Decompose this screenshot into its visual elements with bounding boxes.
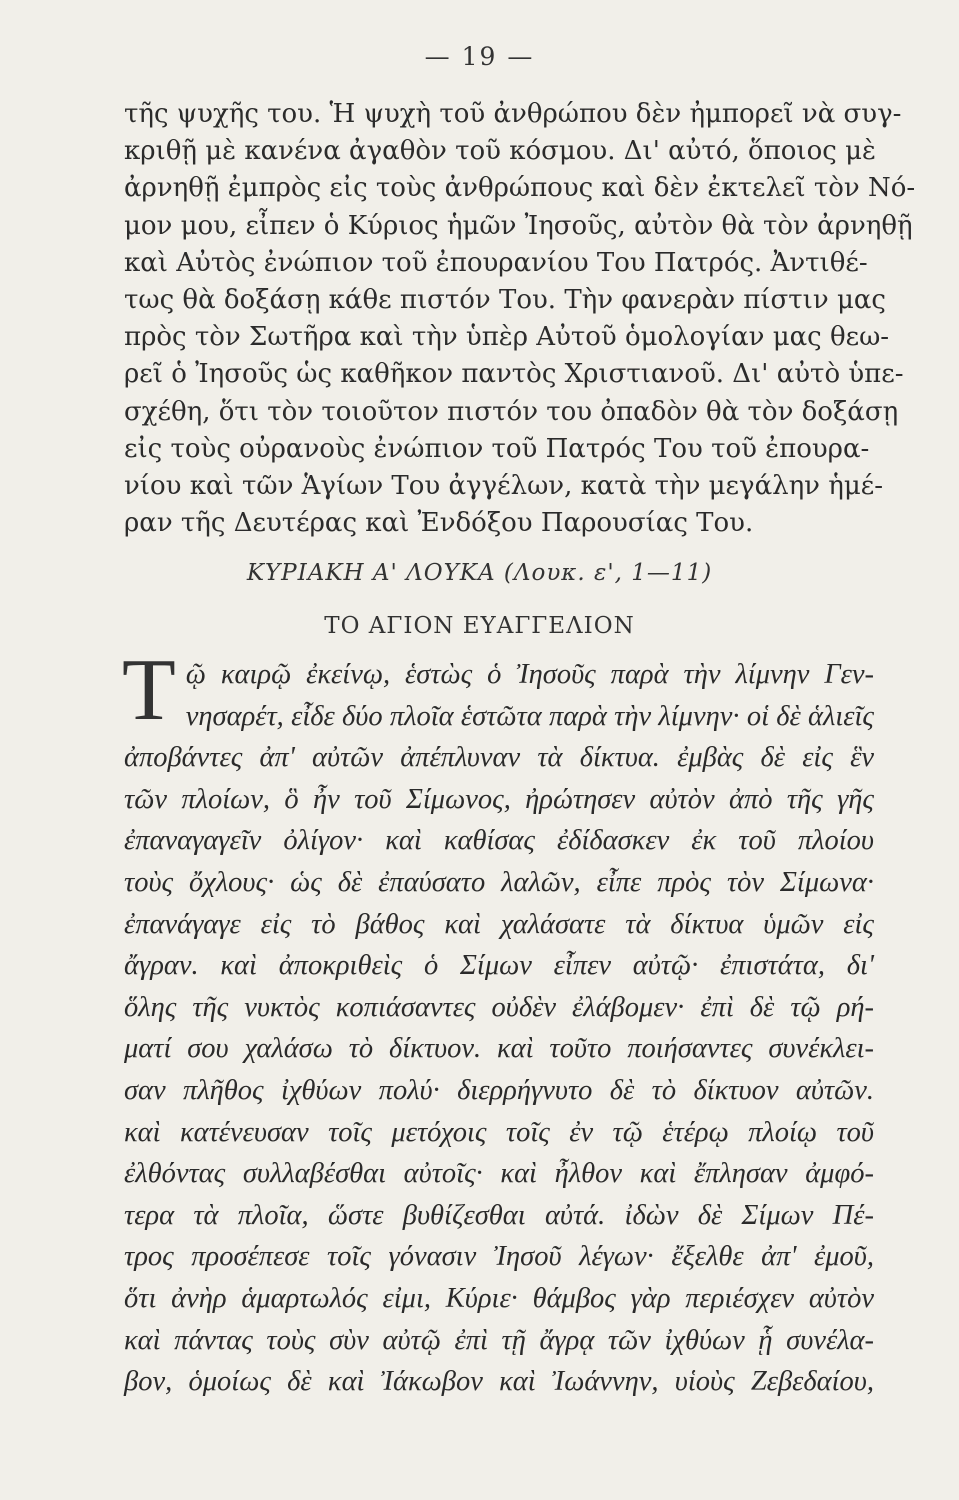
gospel-line: ματί σου χαλάσω τὸ δίκτυον. καὶ τοῦτο ποιήσαντες συνέκλει- — [124, 1033, 874, 1065]
gospel-line: ἐπαναγαγεῖν ὀλίγον· καὶ καθίσας ἐδίδασκεν ἐκ τοῦ πλοίου — [124, 825, 874, 857]
gospel-line: καὶ πάντας τοὺς σὺν αὐτῷ ἐπὶ τῇ ἄγρᾳ τῶν ἰχθύων ᾗ συνέλα- — [124, 1324, 874, 1356]
gospel-line: σαν πλῆθος ἰχθύων πολύ· διερρήγνυτο δὲ τὸ δίκτυον αὐτῶν. — [124, 1074, 874, 1106]
gospel-reading — [122, 642, 874, 1403]
gospel-line: τερα τὰ πλοῖα, ὥστε βυθίζεσθαι αὐτά. ἰδὼν δὲ Σίμων Πέ- — [124, 1199, 874, 1231]
text-line: καὶ Αὐτὸς ἐνώπιον τοῦ ἐπουρανίου Του Πατρός. Ἀντιθέ- — [124, 247, 868, 278]
drop-cap: Τ — [122, 642, 176, 739]
text-line: μον μου, εἶπεν ὁ Κύριος ἡμῶν Ἰησοῦς, αὐτὸν θὰ τὸν ἀρνηθῇ — [124, 210, 913, 241]
gospel-line: καὶ κατένευσαν τοῖς μετόχοις τοῖς ἐν τῷ ἑτέρῳ πλοίῳ τοῦ — [124, 1116, 874, 1148]
text-line: νίου καὶ τῶν Ἁγίων Του ἀγγέλων, κατὰ τὴν μεγάλην ἡμέ- — [124, 471, 883, 502]
text-line: τῆς ψυχῆς του. Ἡ ψυχὴ τοῦ ἀνθρώπου δὲν ἠμπορεῖ νὰ συγ- — [124, 99, 902, 129]
text-line: κριθῇ μὲ κανένα ἀγαθὸν τοῦ κόσμου. Δι' αὐτό, ὅποιος μὲ — [124, 136, 876, 167]
text-line: ρεῖ ὁ Ἰησοῦς ὡς καθῆκον παντὸς Χριστιανοῦ. Δι' αὐτὸ ὑπε- — [124, 359, 904, 390]
text-line: εἰς τοὺς οὐρανοὺς ἐνώπιον τοῦ Πατρός Του τοῦ ἐπουρα- — [124, 433, 870, 464]
gospel-line: ὅτι ἀνὴρ ἁμαρτωλός εἰμι, Κύριε· θάμβος γὰρ περιέσχεν αὐτὸν — [124, 1282, 874, 1314]
gospel-line: βον, ὁμοίως δὲ καὶ Ἰάκωβον καὶ Ἰωάννην, υἱοὺς Ζεβεδαίου, — [124, 1366, 874, 1398]
text-line: σχέθη, ὅτι τὸν τοιοῦτον πιστόν του ὀπαδὸν θὰ τὸν δοξάσῃ — [124, 396, 899, 427]
gospel-line: τρος προσέπεσε τοῖς γόνασιν Ἰησοῦ λέγων· ἔξελθε ἀπ' ἐμοῦ, — [124, 1241, 874, 1273]
text-line: ραν τῆς Δευτέρας καὶ Ἐνδόξου Παρουσίας Του. — [124, 508, 754, 539]
gospel-line: ῷ καιρῷ ἐκείνῳ, ἑστὼς ὁ Ἰησοῦς παρὰ τὴν λίμνην Γεν- — [185, 659, 874, 690]
gospel-line: τῶν πλοίων, ὃ ἦν τοῦ Σίμωνος, ἠρώτησεν αὐτὸν ἀπὸ τῆς γῆς — [124, 783, 874, 815]
section-heading-gospel: ΤΟ ΑΓΙΟΝ ΕΥΑΓΓΕΛΙΟΝ — [324, 613, 635, 639]
text-line: ἀρνηθῇ ἐμπρὸς εἰς τοὺς ἀνθρώπους καὶ δὲν ἐκτελεῖ τὸν Νό- — [124, 173, 916, 204]
gospel-line: νησαρέτ, εἶδε δύο πλοῖα ἑστῶτα παρὰ τὴν λίμνην· οἱ δὲ ἁλιεῖς — [185, 700, 874, 732]
paragraph-commentary — [124, 96, 916, 542]
gospel-line: ἄγραν. καὶ ἀποκριθεὶς ὁ Σίμων εἶπεν αὐτῷ· ἐπιστάτα, δι' — [124, 950, 874, 982]
gospel-line: ὅλης τῆς νυκτὸς κοπιάσαντες οὐδὲν ἐλάβομεν· ἐπὶ δὲ τῷ ρή- — [124, 991, 874, 1023]
gospel-line: ἐλθόντας συλλαβέσθαι αὐτοῖς· καὶ ἦλθον καὶ ἔπλησαν ἀμφό- — [124, 1158, 874, 1190]
gospel-line: ἀποβάντες ἀπ' αὐτῶν ἀπέπλυναν τὰ δίκτυα. ἐμβὰς δὲ εἰς ἓν — [124, 742, 874, 774]
gospel-line: τοὺς ὄχλους· ὡς δὲ ἐπαύσατο λαλῶν, εἶπε πρὸς τὸν Σίμωνα· — [124, 866, 874, 898]
text-line: πρὸς τὸν Σωτῆρα καὶ τὴν ὑπὲρ Αὐτοῦ ὁμολογίαν μας θεω- — [124, 322, 890, 353]
page-number: — 19 — — [424, 42, 535, 71]
text-line: τως θὰ δοξάσῃ κάθε πιστόν Του. Τὴν φανερὰν πίστιν μας — [124, 285, 886, 316]
section-heading-sunday: ΚΥΡΙΑΚΗ Α' ΛΟΥΚΑ (Λουκ. ε', 1—11) — [246, 560, 713, 586]
gospel-line: ἐπανάγαγε εἰς τὸ βάθος καὶ χαλάσατε τὰ δίκτυα ὑμῶν εἰς — [124, 908, 874, 940]
